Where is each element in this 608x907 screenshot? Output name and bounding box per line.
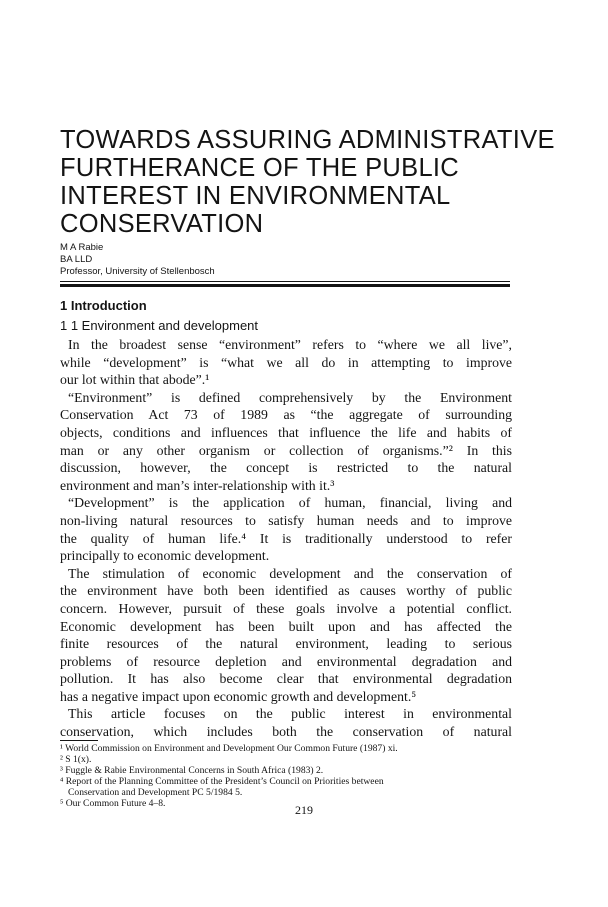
body-line: Conservation Act 73 of 1989 as “the aggregate of surrounding (60, 407, 512, 423)
title-line: INTEREST IN ENVIRONMENTAL (60, 182, 451, 210)
body-line: Economic development has been built upon and has affected the (60, 618, 512, 634)
footnote: ² S 1(x). (60, 754, 92, 765)
header-rule-thick (60, 284, 510, 287)
title-line: FURTHERANCE OF THE PUBLIC (60, 154, 460, 182)
body-line: the quality of human life.⁴ It is traditionally understood to refer (60, 530, 512, 546)
body-line: “Development” is the application of human, financial, living and (68, 495, 512, 511)
author-block (60, 242, 215, 278)
section-heading: 1 Introduction (60, 298, 147, 313)
body-line: the environment have both been identified as causes worthy of public (60, 583, 512, 599)
body-line: man or any other organism or collection of organisms.”² In this (60, 442, 512, 458)
footnote: ⁵ Our Common Future 4–8. (60, 798, 166, 809)
body-line: our lot within that abode”.¹ (60, 372, 210, 388)
article-title (60, 126, 580, 238)
body-line: finite resources of the natural environment, leading to serious (60, 636, 512, 652)
body-line: This article focuses on the public interest in environmental (68, 706, 512, 722)
body-line: while “development” is “what we all do in attempting to improve (60, 354, 512, 370)
body-line: objects, conditions and influences that influence the life and habits of (60, 424, 512, 440)
header-rule-thin (60, 281, 510, 282)
subsection-heading: 1 1 Environment and development (60, 318, 259, 333)
body-line: conservation, which includes both the conservation of natural (60, 724, 512, 740)
body-line: problems of resource depletion and environmental degradation and (60, 653, 512, 669)
title-line: CONSERVATION (60, 210, 264, 238)
title-line: TOWARDS ASSURING ADMINISTRATIVE (60, 126, 555, 154)
body-text (60, 336, 512, 741)
footnote: ¹ World Commission on Environment and Development Our Common Future (1987) xi. (60, 743, 398, 754)
body-line: environment and man’s inter-relationship with it.³ (60, 477, 335, 493)
body-line: concern. However, pursuit of these goals involve a potential conflict. (60, 600, 512, 616)
page-number: 219 (295, 803, 313, 817)
footnote: ³ Fuggle & Rabie Environmental Concerns in South Africa (1983) 2. (60, 765, 324, 776)
body-line: In the broadest sense “environment” refers to “where we all live”, (68, 337, 512, 352)
footnotes (60, 743, 520, 809)
footnote: ⁴ Report of the Planning Committee of the President’s Council on Priorities between (60, 776, 384, 787)
author-degrees: BA LLD (60, 254, 93, 265)
footnote-continuation: Conservation and Development PC 5/1984 5. (68, 787, 243, 798)
body-line: has a negative impact upon economic growth and development.⁵ (60, 688, 417, 704)
body-line: “Environment” is defined comprehensively by the Environment (68, 389, 512, 405)
body-line: pollution. It has also become clear that environmental degradation (60, 671, 512, 687)
body-line: non-living natural resources to satisfy human needs and to improve (60, 512, 512, 528)
author-name: M A Rabie (60, 242, 104, 253)
author-position: Professor, University of Stellenbosch (60, 266, 215, 277)
body-line: principally to economic development. (60, 548, 270, 564)
body-line: The stimulation of economic development and the conservation of (68, 565, 512, 581)
body-line: discussion, however, the concept is restricted to the natural (60, 460, 512, 476)
footnote-rule (60, 740, 98, 741)
